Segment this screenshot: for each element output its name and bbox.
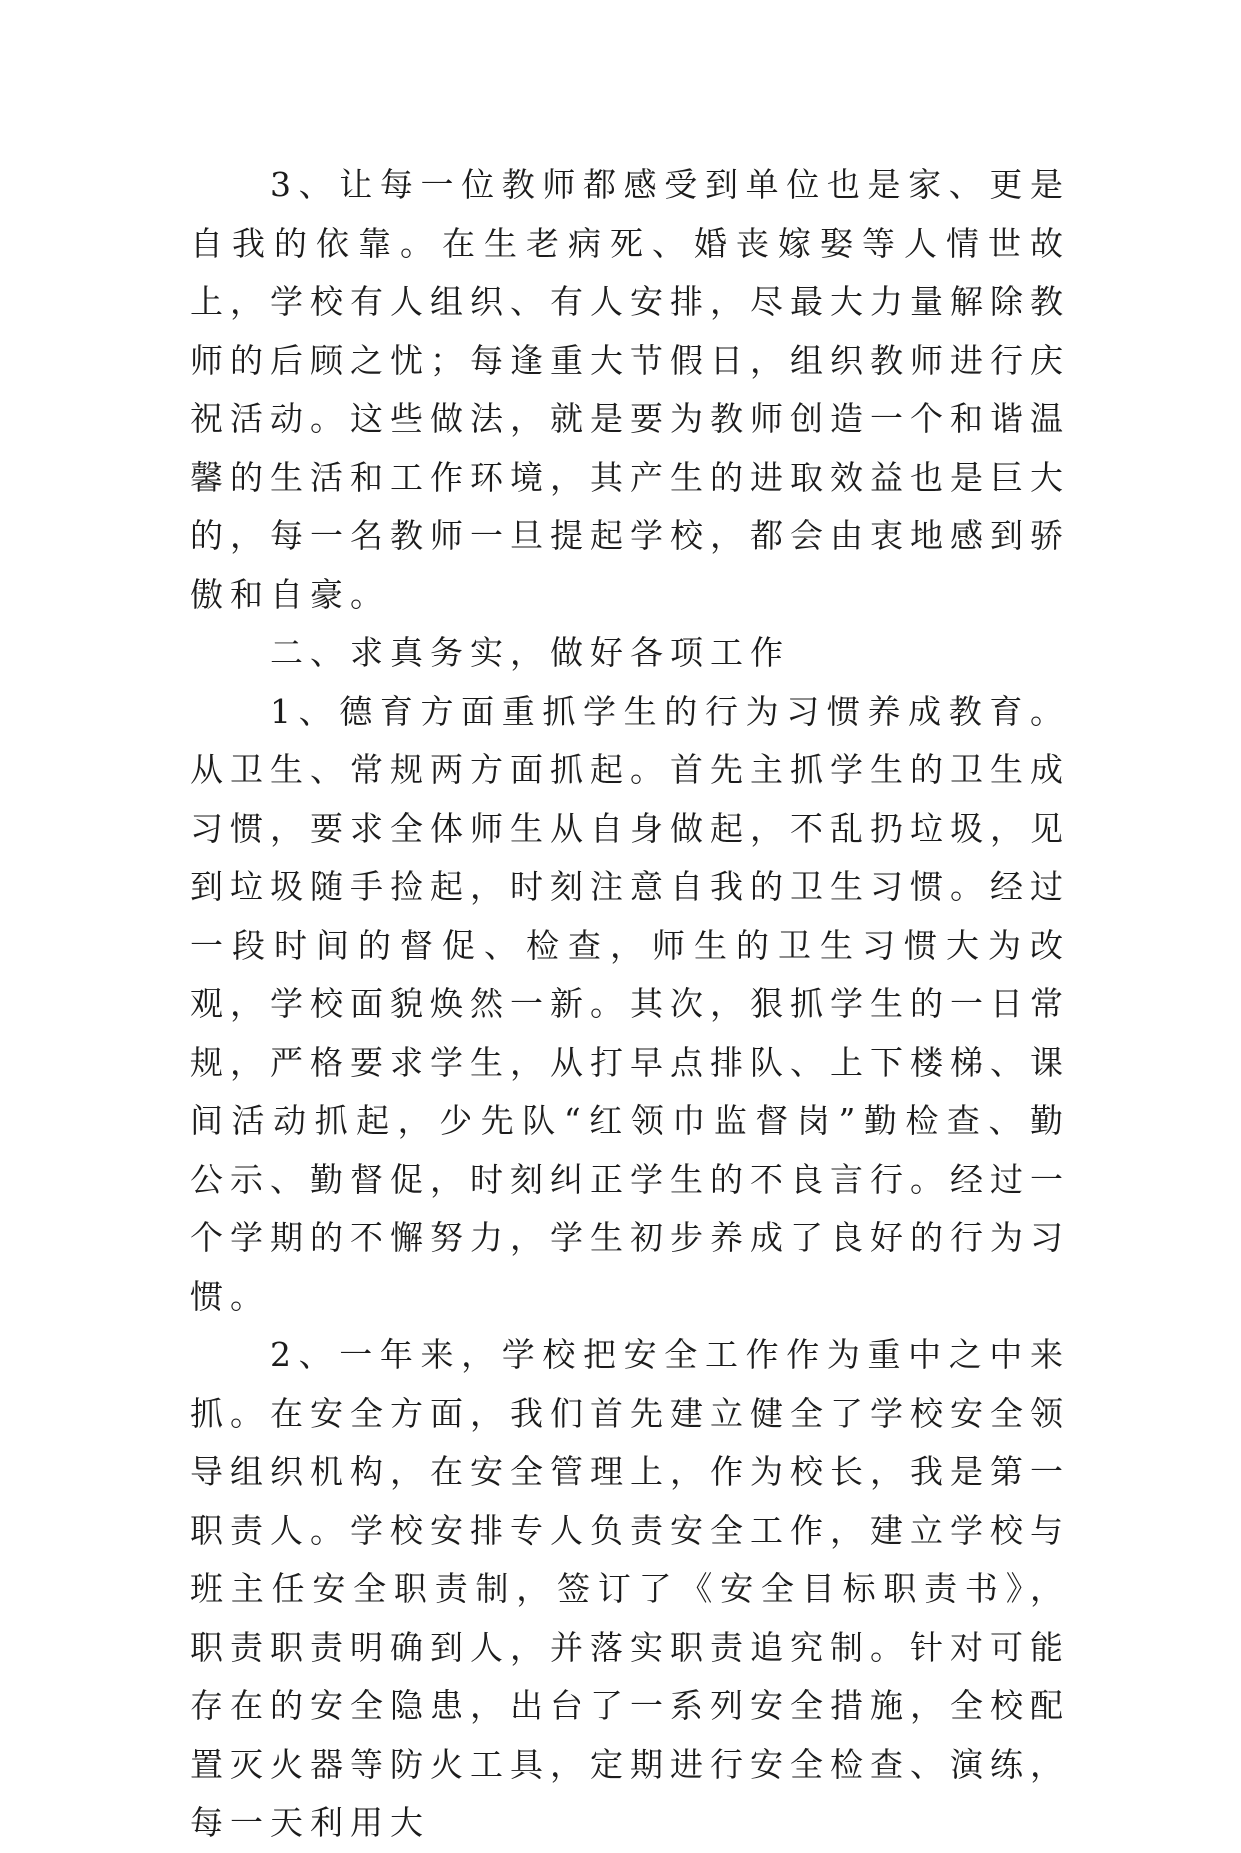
- paragraph-safety-work: 2、一年来，学校把安全工作作为重中之中来抓。在安全方面，我们首先建立健全了学校安全领导组织机构，在安全管理上，作为校长，我是第一职责人。学校安排专人负责安全工作，建立学校与班主任安全职责制，签订了《安全目标职责书》，职责职责明确到人，并落实职责追究制。针对可能存在的安全隐患，出台了一系列安全措施，全校配置灭火器等防火工具，定期进行安全检查、演练，每一天利用大: [190, 1335, 1070, 1842]
- section-heading: 二、求真务实，做好各项工作: [270, 633, 790, 672]
- paragraph-moral-education: 1、德育方面重抓学生的行为习惯养成教育。从卫生、常规两方面抓起。首先主抓学生的卫生成习惯，要求全体师生从自身做起，不乱扔垃圾，见到垃圾随手捡起，时刻注意自我的卫生习惯。经过一段时间的督促、检查，师生的卫生习惯大为改观，学校面貌焕然一新。其次，狠抓学生的一日常规，严格要求学生，从打早点排队、上下楼梯、课间活动抓起，少先队“红领巾监督岗”勤检查、勤公示、勤督促，时刻纠正学生的不良言行。经过一个学期的不懈努力，学生初步养成了良好的行为习惯。: [190, 691, 1070, 1316]
- document-body: [190, 156, 1070, 1853]
- paragraph-teacher-care: 3、让每一位教师都感受到单位也是家、更是自我的依靠。在生老病死、婚丧嫁娶等人情世故上，学校有人组织、有人安排，尽最大力量解除教师的后顾之忧；每逢重大节假日，组织教师进行庆祝活动。这些做法，就是要为教师创造一个和谐温馨的生活和工作环境，其产生的进取效益也是巨大的，每一名教师一旦提起学校，都会由衷地感到骄傲和自豪。: [190, 165, 1070, 614]
